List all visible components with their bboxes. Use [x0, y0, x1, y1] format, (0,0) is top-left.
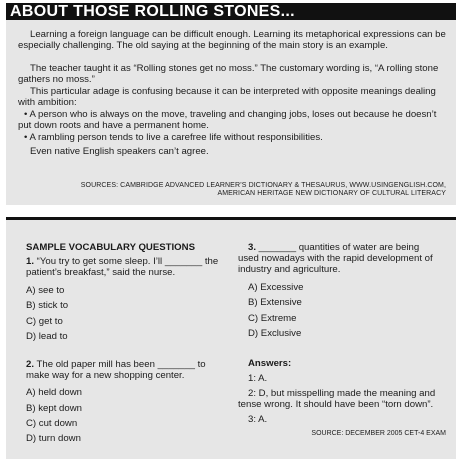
question-1-text-1: “You try to get some sleep. I’ll _______ the	[34, 256, 219, 267]
q3-option-c: C) Extreme	[248, 313, 297, 324]
q1-option-c: C) get to	[26, 316, 63, 327]
q1-option-a: A) see to	[26, 285, 65, 296]
article-paragraph-3: This particular adage is confusing because it can be interpreted with opposite meanings dealing with ambition:	[18, 86, 436, 109]
article-closing: Even native English speakers can’t agree.	[30, 146, 209, 157]
quiz-box	[6, 220, 456, 459]
title-banner	[6, 3, 456, 20]
question-2	[26, 359, 231, 381]
question-2-text-1: The old paper mill has been _______ to	[34, 359, 206, 370]
q2-option-a: A) held down	[26, 387, 82, 398]
answer-2	[238, 388, 453, 410]
question-3	[238, 242, 453, 276]
q3-option-a: A) Excessive	[248, 282, 304, 293]
answer-2-line-1: 2: D, but misspelling made the meaning and	[248, 388, 436, 399]
question-1-text-2: patient’s breakfast,” said the nurse.	[26, 267, 176, 279]
q1-option-b: B) stick to	[26, 300, 69, 311]
article-paragraph-2: The teacher taught it as “Rolling stones get no moss.” The customary wording is, “A rolling stone gathers no moss.”	[18, 63, 439, 86]
answers-heading: Answers:	[248, 358, 292, 369]
question-2-number: 2.	[26, 359, 35, 370]
article-bullet-2: • A rambling person tends to live a carefree life without responsibilities.	[24, 132, 323, 143]
q3-option-d: D) Exclusive	[248, 328, 302, 339]
question-3-text-1: _______ quantities of water are being	[256, 242, 420, 253]
answer-3: 3: A.	[248, 414, 268, 425]
question-3-number: 3.	[248, 242, 257, 253]
question-2-text-2: make way for a new shopping center.	[26, 370, 185, 382]
q3-option-b: B) Extensive	[248, 297, 302, 308]
exam-source: SOURCE: DECEMBER 2005 CET-4 EXAM	[311, 430, 446, 437]
q1-option-d: D) lead to	[26, 331, 68, 342]
banner-rule	[336, 3, 456, 20]
quiz-heading: SAMPLE VOCABULARY QUESTIONS	[26, 242, 195, 253]
q2-option-c: C) cut down	[26, 418, 78, 429]
question-1	[26, 256, 231, 278]
q2-option-b: B) kept down	[26, 403, 82, 414]
answer-1: 1: A.	[248, 373, 268, 384]
answer-2-line-2: tense wrong. It should have been “torn down”.	[238, 399, 434, 411]
q2-option-d: D) turn down	[26, 433, 81, 444]
banner-title: ABOUT THOSE ROLLING STONES...	[10, 3, 295, 20]
question-3-text-2: used nowadays with the rapid development of	[238, 253, 433, 265]
sources-line-1: SOURCES: CAMBRIDGE ADVANCED LEARNER’S DICTIONARY & THESAURUS, WWW.USINGENGLISH.COM,	[80, 182, 446, 189]
article-paragraph-1: Learning a foreign language can be difficult enough. Learning its metaphorical expressions can be especially challenging. The old saying at the beginning of the main story is an example.	[18, 29, 446, 52]
article-bullet-1: • A person who is always on the move, traveling and changing jobs, loses out because he doesn’t put down roots and have a permanent home.	[18, 109, 437, 132]
question-1-number: 1.	[26, 256, 35, 267]
article-box	[6, 20, 456, 205]
question-3-text-3: industry and agriculture.	[238, 264, 341, 276]
sources-line-2: AMERICAN HERITAGE NEW DICTIONARY OF CULTURAL LITERACY	[217, 190, 446, 197]
